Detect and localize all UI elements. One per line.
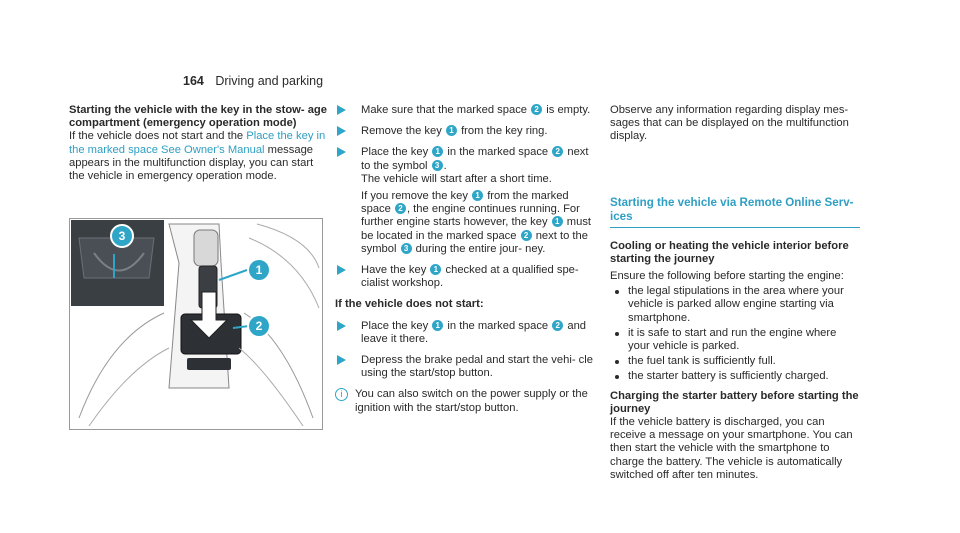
column-1 (69, 104, 327, 183)
page-number: 164 (183, 74, 204, 88)
info-note (335, 388, 595, 414)
intro-text-end: message appears in the multifunction display, you can start the vehicle in emergency operation mode. (69, 143, 314, 183)
marker-badge: 3 (432, 160, 443, 171)
marker-badge: 1 (446, 125, 457, 136)
bullet-item: the starter battery is sufficiently charged. (610, 370, 860, 383)
step-text: and leave it there. (361, 319, 587, 345)
step-have-checked (335, 264, 595, 290)
step-arrow-icon (337, 321, 346, 331)
section-remote-start: Starting the vehicle via Remote Online Serv- ices (610, 196, 860, 228)
svg-text:2: 2 (255, 319, 263, 333)
step-text: during the entire jour- ney. (415, 242, 546, 255)
bullet-item: the fuel tank is sufficiently full. (610, 355, 860, 368)
bullet-item: the legal stipulations in the area where your vehicle is parked allow engine starting via smartphone. (610, 285, 860, 325)
step-text: next to the symbol (361, 146, 589, 172)
display-message-link[interactable]: Place the key in the marked space See Owner's Manual (69, 130, 326, 156)
step-place-key-2 (335, 320, 595, 346)
step-remove-key (335, 125, 595, 138)
step-text: Depress the brake pedal and start the vehi- cle using the start/stop button. (361, 354, 593, 380)
marker-badge: 1 (432, 146, 443, 157)
step-text: Place the key (361, 319, 429, 332)
step-text: Remove the key (361, 125, 442, 138)
step-text: Make sure that the marked space (361, 104, 528, 116)
marker-badge: 2 (552, 320, 563, 331)
marker-badge: 1 (472, 190, 483, 201)
intro-paragraph (69, 130, 327, 183)
step-arrow-icon (337, 105, 346, 115)
heading-emergency-start: Starting the vehicle with the key in the stow- age compartment (emergency operation mode) (69, 104, 327, 130)
step-arrow-icon (337, 147, 346, 157)
step-text: Place the key (361, 146, 429, 159)
page-header (183, 74, 323, 88)
column-3 (610, 104, 860, 482)
step-place-key: Place the key 1 in the marked space 2 next to the symbol 3 . The vehicle will start after a short time. If you remove the key 1 from the marked space 2 , the engine continues running. For further engine starts however, the key 1 must be located in the marked space 2 next to the symbol 3 during the entire jour- ney. (335, 146, 595, 256)
step-text: The vehicle will start after a short time. (361, 172, 552, 185)
heading-cooling-heating: Cooling or heating the vehicle interior before starting the journey (610, 239, 849, 265)
step-text: must be located in the marked space (361, 216, 592, 242)
callout-2 (248, 315, 270, 337)
console-illustration (69, 218, 323, 430)
step-depress-brake (335, 354, 595, 380)
step-text: If you remove the key (361, 190, 468, 203)
observe-paragraph: Observe any information regarding display mes- sages that can be displayed on the multifunction display. (610, 104, 849, 143)
marker-badge: 2 (531, 104, 542, 115)
step-text: , the engine continues running. For further engine starts however, the key (361, 203, 580, 229)
ensure-text: Ensure the following before starting the engine: (610, 270, 844, 283)
column-2 (335, 104, 595, 415)
callout-1 (248, 259, 270, 281)
step-detail (361, 190, 595, 256)
subheading-not-start: If the vehicle does not start: (335, 298, 484, 311)
step-ensure-empty (335, 104, 595, 117)
bullet-item: it is safe to start and run the engine where your vehicle is parked. (610, 327, 860, 353)
step-text: is empty. (546, 104, 591, 116)
step-text: checked at a qualified spe- cialist workshop. (361, 264, 579, 290)
intro-text: If the vehicle does not start and the (69, 130, 247, 143)
section-title: Driving and parking (215, 74, 324, 88)
marker-badge: 1 (552, 216, 563, 227)
step-text: in the marked space (447, 319, 549, 332)
step-text: from the marked space (361, 190, 569, 216)
step-arrow-icon (337, 265, 346, 275)
svg-text:1: 1 (255, 263, 263, 277)
step-arrow-icon (337, 126, 346, 136)
step-text: from the key ring. (461, 125, 548, 138)
callout-3 (111, 225, 133, 247)
info-icon: i (335, 388, 348, 401)
marker-badge: 3 (401, 243, 412, 254)
marker-badge: 1 (432, 320, 443, 331)
step-arrow-icon (337, 355, 346, 365)
marker-badge: 2 (395, 203, 406, 214)
step-text: in the marked space (447, 146, 549, 159)
marker-badge: 2 (552, 146, 563, 157)
step-text: Have the key (361, 264, 427, 277)
marker-badge: 2 (521, 230, 532, 241)
charging-text: If the vehicle battery is discharged, you can receive a message on your smartphone. You can then start the vehicle with the smartphone to charge the battery. The vehicle is automatically switched off after ten minutes. (610, 416, 853, 481)
marker-badge: 1 (430, 264, 441, 275)
heading-charging: Charging the starter battery before starting the journey (610, 389, 859, 415)
note-text: You can also switch on the power supply or the ignition with the start/stop button. (355, 388, 588, 414)
step-text: next to the symbol (361, 229, 588, 255)
svg-text:3: 3 (118, 229, 126, 243)
